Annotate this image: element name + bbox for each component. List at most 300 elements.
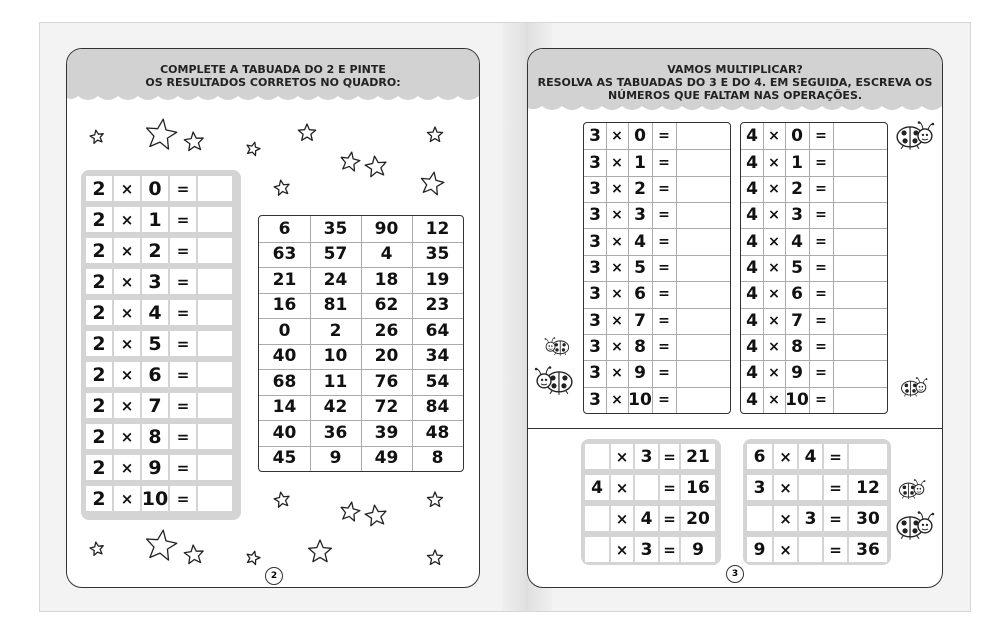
- grid-number[interactable]: 40: [272, 422, 297, 443]
- grid-number[interactable]: 76: [374, 371, 399, 392]
- equation-cell: =: [824, 475, 847, 500]
- factor-cell: 3: [589, 284, 601, 305]
- multiplier-cell: 0: [791, 126, 803, 147]
- equals-cell: =: [170, 424, 196, 449]
- page-number: 2: [265, 567, 283, 585]
- ladybug-icon: [898, 479, 926, 499]
- factor-cell: 3: [589, 178, 601, 199]
- operator-cell: ×: [114, 362, 140, 387]
- answer-cell[interactable]: [676, 149, 730, 175]
- grid-number[interactable]: 49: [374, 448, 399, 469]
- operator-cell: ×: [611, 339, 623, 356]
- equation-cell: 4: [635, 506, 658, 531]
- equals-cell: =: [170, 362, 196, 387]
- operator-cell: ×: [114, 393, 140, 418]
- operator-cell: ×: [768, 286, 780, 303]
- grid-number[interactable]: 10: [323, 346, 348, 367]
- operator-cell: ×: [768, 233, 780, 250]
- answer-cell[interactable]: [676, 334, 730, 360]
- missing-numbers-right-panel: [743, 439, 891, 565]
- multiplier-cell: 10: [141, 487, 169, 510]
- equation-cell: =: [824, 506, 847, 531]
- grid-number[interactable]: 63: [272, 244, 297, 265]
- answer-cell[interactable]: [198, 362, 232, 387]
- operator-cell: ×: [114, 300, 140, 325]
- equals-cell: =: [815, 154, 827, 171]
- equation-cell: ×: [774, 537, 797, 562]
- answer-cell[interactable]: [198, 455, 232, 480]
- equals-cell: =: [815, 259, 827, 276]
- equation-row: [581, 444, 721, 469]
- equation-cell: 21: [681, 444, 715, 469]
- operator-cell: ×: [768, 339, 780, 356]
- equation-cell: ×: [611, 506, 633, 531]
- equation-row: [743, 537, 891, 562]
- equation-cell: 12: [849, 475, 887, 500]
- grid-number[interactable]: 19: [425, 269, 450, 290]
- operator-cell: ×: [611, 391, 623, 408]
- table-row: [81, 269, 241, 294]
- missing-numbers-left-panel: [581, 439, 721, 565]
- equation-cell: ×: [774, 444, 797, 469]
- equation-cell[interactable]: [585, 444, 609, 469]
- equation-cell: ×: [611, 537, 633, 562]
- equals-cell: =: [658, 154, 670, 171]
- factor-cell: 4: [746, 363, 758, 384]
- answer-cell[interactable]: [198, 424, 232, 449]
- right-title-line-2: RESOLVA AS TABUADAS DO 3 E DO 4. EM SEGUIDA, ESCREVA OS: [537, 76, 933, 89]
- multiplier-cell: 10: [628, 389, 652, 410]
- operator-cell: ×: [768, 365, 780, 382]
- factor-cell: 4: [746, 152, 758, 173]
- answer-cell[interactable]: [833, 308, 887, 334]
- grid-number[interactable]: 36: [323, 422, 348, 443]
- left-header-wave: [67, 92, 479, 104]
- star-icon: [87, 539, 108, 560]
- multiplier-cell: 3: [634, 205, 646, 226]
- equals-cell: =: [658, 128, 670, 145]
- factor-cell: 2: [86, 331, 112, 356]
- operator-cell: ×: [611, 154, 623, 171]
- multiplier-cell: 7: [142, 393, 168, 418]
- equals-cell: =: [170, 207, 196, 232]
- equals-cell: =: [815, 339, 827, 356]
- operator-cell: ×: [114, 269, 140, 294]
- equation-cell[interactable]: [849, 444, 887, 469]
- factor-cell: 3: [589, 337, 601, 358]
- factor-cell: 3: [589, 231, 601, 252]
- grid-number[interactable]: 26: [374, 320, 399, 341]
- multiplier-cell: 3: [791, 205, 803, 226]
- answer-cell[interactable]: [833, 176, 887, 202]
- equals-cell: =: [658, 259, 670, 276]
- star-icon: [361, 152, 390, 181]
- operator-cell: ×: [611, 286, 623, 303]
- right-header-wave: [528, 102, 942, 114]
- multiplier-cell: 2: [791, 178, 803, 199]
- equation-cell: 20: [681, 506, 715, 531]
- equation-cell: 4: [799, 444, 822, 469]
- answer-cell[interactable]: [198, 300, 232, 325]
- equation-cell: 4: [585, 475, 609, 500]
- equation-cell[interactable]: [747, 506, 772, 531]
- factor-cell: 4: [746, 231, 758, 252]
- answer-cell[interactable]: [676, 123, 730, 149]
- equation-cell[interactable]: [635, 475, 658, 500]
- answer-cell[interactable]: [676, 228, 730, 254]
- grid-number[interactable]: 62: [374, 295, 399, 316]
- multiplier-cell: 9: [791, 363, 803, 384]
- grid-number[interactable]: 0: [278, 320, 291, 341]
- multiplier-cell: 5: [142, 331, 168, 356]
- equation-cell: 6: [747, 444, 772, 469]
- answer-cell[interactable]: [198, 269, 232, 294]
- grid-number[interactable]: 39: [374, 422, 399, 443]
- equation-cell: =: [660, 444, 679, 469]
- star-icon: [181, 129, 207, 155]
- equals-cell: =: [815, 180, 827, 197]
- equals-cell: =: [170, 486, 196, 511]
- answer-cell[interactable]: [198, 393, 232, 418]
- multiplier-cell: 4: [791, 231, 803, 252]
- grid-number[interactable]: 23: [425, 295, 450, 316]
- factor-cell: 4: [746, 205, 758, 226]
- star-icon: [425, 490, 445, 510]
- grid-number[interactable]: 4: [380, 244, 393, 265]
- operator-cell: ×: [114, 486, 140, 511]
- table-row: [81, 207, 241, 232]
- right-page-title: [528, 63, 942, 102]
- factor-cell: 3: [589, 152, 601, 173]
- equals-cell: =: [658, 365, 670, 382]
- answer-cell[interactable]: [676, 308, 730, 334]
- ladybug-icon: [534, 366, 574, 395]
- equation-row: [743, 444, 891, 469]
- operator-cell: ×: [611, 312, 623, 329]
- equals-cell: =: [815, 233, 827, 250]
- equation-cell[interactable]: [799, 475, 822, 500]
- table-2-panel: [81, 170, 241, 520]
- answer-cell[interactable]: [198, 176, 232, 201]
- ladybug-icon: [544, 337, 570, 356]
- equals-cell: =: [658, 233, 670, 250]
- factor-cell: 2: [86, 455, 112, 480]
- multiplier-cell: 1: [791, 152, 803, 173]
- multiplier-cell: 6: [142, 362, 168, 387]
- star-icon: [270, 176, 293, 199]
- equation-cell[interactable]: [585, 537, 609, 562]
- factor-cell: 4: [746, 257, 758, 278]
- factor-cell: 3: [589, 310, 601, 331]
- multiplier-cell: 7: [634, 310, 646, 331]
- multiplier-cell: 5: [791, 257, 803, 278]
- answer-cell[interactable]: [833, 149, 887, 175]
- table-row: [81, 455, 241, 480]
- equation-row: [743, 475, 891, 500]
- grid-number[interactable]: 35: [323, 218, 348, 239]
- grid-number[interactable]: 11: [323, 371, 348, 392]
- multiplier-cell: 1: [142, 207, 168, 232]
- operator-cell: ×: [611, 233, 623, 250]
- factor-cell: 4: [746, 178, 758, 199]
- table-row: [81, 300, 241, 325]
- operator-cell: ×: [768, 259, 780, 276]
- equation-row: [581, 537, 721, 562]
- star-icon: [425, 548, 445, 568]
- ladybug-icon: [895, 511, 935, 540]
- operator-cell: ×: [611, 180, 623, 197]
- factor-cell: 2: [86, 393, 112, 418]
- grid-number[interactable]: 24: [323, 269, 348, 290]
- right-title-line-1: VAMOS MULTIPLICAR?: [667, 63, 803, 76]
- answer-cell[interactable]: [833, 202, 887, 228]
- equation-cell: ×: [774, 475, 797, 500]
- table-row: [81, 331, 241, 356]
- star-icon: [361, 501, 390, 530]
- equation-cell: ×: [611, 475, 633, 500]
- star-icon: [336, 148, 364, 176]
- equation-cell: 16: [681, 475, 715, 500]
- multiplier-cell: 4: [142, 300, 168, 325]
- right-title-line-3: NÚMEROS QUE FALTAM NAS OPERAÇÕES.: [607, 89, 863, 102]
- left-title-line-1: COMPLETE A TABUADA DO 2 E PINTE: [160, 63, 386, 76]
- equation-cell: =: [660, 506, 679, 531]
- answer-cell[interactable]: [833, 255, 887, 281]
- grid-number[interactable]: 6: [278, 218, 291, 239]
- equals-cell: =: [815, 391, 827, 408]
- equals-cell: =: [815, 128, 827, 145]
- answer-cell[interactable]: [833, 123, 887, 149]
- operator-cell: ×: [114, 207, 140, 232]
- factor-cell: 4: [746, 284, 758, 305]
- equation-cell: ×: [611, 444, 633, 469]
- multiplier-cell: 8: [142, 424, 168, 449]
- factor-cell: 2: [86, 424, 112, 449]
- factor-cell: 3: [589, 257, 601, 278]
- equals-cell: =: [815, 207, 827, 224]
- star-icon: [141, 115, 182, 156]
- multiplier-cell: 6: [634, 284, 646, 305]
- grid-number[interactable]: 81: [323, 295, 348, 316]
- ladybug-icon: [900, 377, 928, 397]
- grid-number[interactable]: 9: [329, 448, 342, 469]
- multiplier-cell: 3: [142, 269, 168, 294]
- answer-cell[interactable]: [676, 281, 730, 307]
- factor-cell: 2: [86, 207, 112, 232]
- operator-cell: ×: [114, 424, 140, 449]
- operator-cell: ×: [768, 207, 780, 224]
- factor-cell: 2: [86, 362, 112, 387]
- grid-number[interactable]: 45: [272, 448, 297, 469]
- left-page-title: [67, 63, 479, 89]
- equals-cell: =: [658, 207, 670, 224]
- answer-cell[interactable]: [833, 281, 887, 307]
- equals-cell: =: [658, 312, 670, 329]
- factor-cell: 2: [86, 269, 112, 294]
- table-row: [81, 424, 241, 449]
- equation-cell[interactable]: [585, 506, 609, 531]
- equals-cell: =: [170, 300, 196, 325]
- multiplier-cell: 0: [142, 176, 168, 201]
- operator-cell: ×: [114, 331, 140, 356]
- star-icon: [181, 542, 207, 568]
- operator-cell: ×: [611, 365, 623, 382]
- grid-number[interactable]: 21: [272, 269, 297, 290]
- answer-cell[interactable]: [833, 334, 887, 360]
- equation-cell: 36: [849, 537, 887, 562]
- right-page: [527, 48, 943, 588]
- grid-number[interactable]: 72: [374, 397, 399, 418]
- star-icon: [416, 168, 448, 200]
- equation-cell: =: [660, 475, 679, 500]
- grid-number[interactable]: 14: [272, 397, 297, 418]
- section-divider: [528, 428, 942, 429]
- factor-cell: 3: [589, 205, 601, 226]
- equation-row: [743, 506, 891, 531]
- equation-cell: =: [660, 537, 679, 562]
- factor-cell: 4: [746, 310, 758, 331]
- operator-cell: ×: [114, 176, 140, 201]
- answer-cell[interactable]: [198, 486, 232, 511]
- operator-cell: ×: [768, 154, 780, 171]
- factor-cell: 3: [589, 363, 601, 384]
- operator-cell: ×: [114, 238, 140, 263]
- grid-number[interactable]: 2: [329, 320, 342, 341]
- multiplier-cell: 4: [634, 231, 646, 252]
- left-title-line-2: OS RESULTADOS CORRETOS NO QUADRO:: [145, 76, 401, 89]
- star-icon: [141, 526, 182, 567]
- answer-cell[interactable]: [676, 255, 730, 281]
- operator-cell: ×: [768, 128, 780, 145]
- multiplier-cell: 0: [634, 126, 646, 147]
- star-icon: [425, 125, 445, 145]
- equals-cell: =: [815, 365, 827, 382]
- equals-cell: =: [658, 339, 670, 356]
- equals-cell: =: [170, 455, 196, 480]
- grid-number[interactable]: 20: [374, 346, 399, 367]
- multiplier-cell: 2: [142, 238, 168, 263]
- grid-number[interactable]: 16: [272, 295, 297, 316]
- grid-number[interactable]: 57: [323, 244, 348, 265]
- grid-number[interactable]: 90: [374, 218, 399, 239]
- book-spread: [39, 22, 971, 612]
- equation-cell: =: [824, 444, 847, 469]
- multiplier-cell: 8: [634, 337, 646, 358]
- answer-cell[interactable]: [833, 228, 887, 254]
- answer-cell[interactable]: [676, 387, 730, 413]
- star-icon: [87, 127, 108, 148]
- page-number: 3: [726, 565, 744, 583]
- operator-cell: ×: [768, 391, 780, 408]
- grid-number[interactable]: 64: [425, 320, 450, 341]
- equals-cell: =: [815, 312, 827, 329]
- equation-cell: 3: [635, 537, 658, 562]
- multiplier-cell: 7: [791, 310, 803, 331]
- answer-cell[interactable]: [833, 360, 887, 386]
- answer-cell[interactable]: [198, 207, 232, 232]
- multiplier-cell: 5: [634, 257, 646, 278]
- operator-cell: ×: [114, 455, 140, 480]
- ladybug-icon: [895, 121, 935, 150]
- factor-cell: 3: [589, 389, 601, 410]
- equation-row: [581, 506, 721, 531]
- equation-cell: 30: [849, 506, 887, 531]
- equation-cell: 3: [799, 506, 822, 531]
- equals-cell: =: [170, 331, 196, 356]
- equals-cell: =: [658, 391, 670, 408]
- operator-cell: ×: [611, 128, 623, 145]
- answer-cell[interactable]: [198, 331, 232, 356]
- grid-number[interactable]: 68: [272, 371, 297, 392]
- multiplier-cell: 9: [142, 455, 168, 480]
- equation-cell: 9: [747, 537, 772, 562]
- grid-number[interactable]: 8: [431, 448, 444, 469]
- multiplier-cell: 9: [634, 363, 646, 384]
- answer-cell[interactable]: [198, 238, 232, 263]
- factor-cell: 2: [86, 486, 112, 511]
- equation-cell: 9: [681, 537, 715, 562]
- operator-cell: ×: [611, 207, 623, 224]
- factor-cell: 4: [746, 389, 758, 410]
- grid-number[interactable]: 48: [425, 422, 450, 443]
- operator-cell: ×: [768, 312, 780, 329]
- equals-cell: =: [170, 238, 196, 263]
- multiplier-cell: 8: [791, 337, 803, 358]
- factor-cell: 2: [86, 238, 112, 263]
- grid-number[interactable]: 42: [323, 397, 348, 418]
- answer-cell[interactable]: [676, 202, 730, 228]
- grid-number[interactable]: 54: [425, 371, 450, 392]
- multiplier-cell: 10: [785, 389, 809, 410]
- table-row: [81, 393, 241, 418]
- equals-cell: =: [658, 286, 670, 303]
- table-row: [81, 176, 241, 201]
- operator-cell: ×: [768, 180, 780, 197]
- grid-number[interactable]: 12: [425, 218, 450, 239]
- answer-cell[interactable]: [833, 387, 887, 413]
- table-4-grid: [740, 122, 888, 414]
- operator-cell: ×: [611, 259, 623, 276]
- factor-cell: 2: [86, 176, 112, 201]
- answer-cell[interactable]: [676, 360, 730, 386]
- equation-cell: 3: [747, 475, 772, 500]
- answer-cell[interactable]: [676, 176, 730, 202]
- star-icon: [270, 488, 293, 511]
- star-icon: [336, 498, 364, 526]
- table-3-grid: [583, 122, 731, 414]
- equation-cell[interactable]: [799, 537, 822, 562]
- grid-number[interactable]: 18: [374, 269, 399, 290]
- factor-cell: 3: [589, 126, 601, 147]
- grid-number[interactable]: 35: [425, 244, 450, 265]
- grid-number[interactable]: 40: [272, 346, 297, 367]
- equation-row: [581, 475, 721, 500]
- results-number-grid: [258, 215, 464, 472]
- equation-cell: =: [824, 537, 847, 562]
- factor-cell: 4: [746, 126, 758, 147]
- grid-number[interactable]: 84: [425, 397, 450, 418]
- equals-cell: =: [170, 393, 196, 418]
- star-icon: [306, 538, 334, 566]
- equals-cell: =: [815, 286, 827, 303]
- multiplier-cell: 2: [634, 178, 646, 199]
- grid-number[interactable]: 34: [425, 346, 450, 367]
- equals-cell: =: [170, 269, 196, 294]
- multiplier-cell: 6: [791, 284, 803, 305]
- table-row: [81, 362, 241, 387]
- equation-cell: ×: [774, 506, 797, 531]
- table-row: [81, 486, 241, 511]
